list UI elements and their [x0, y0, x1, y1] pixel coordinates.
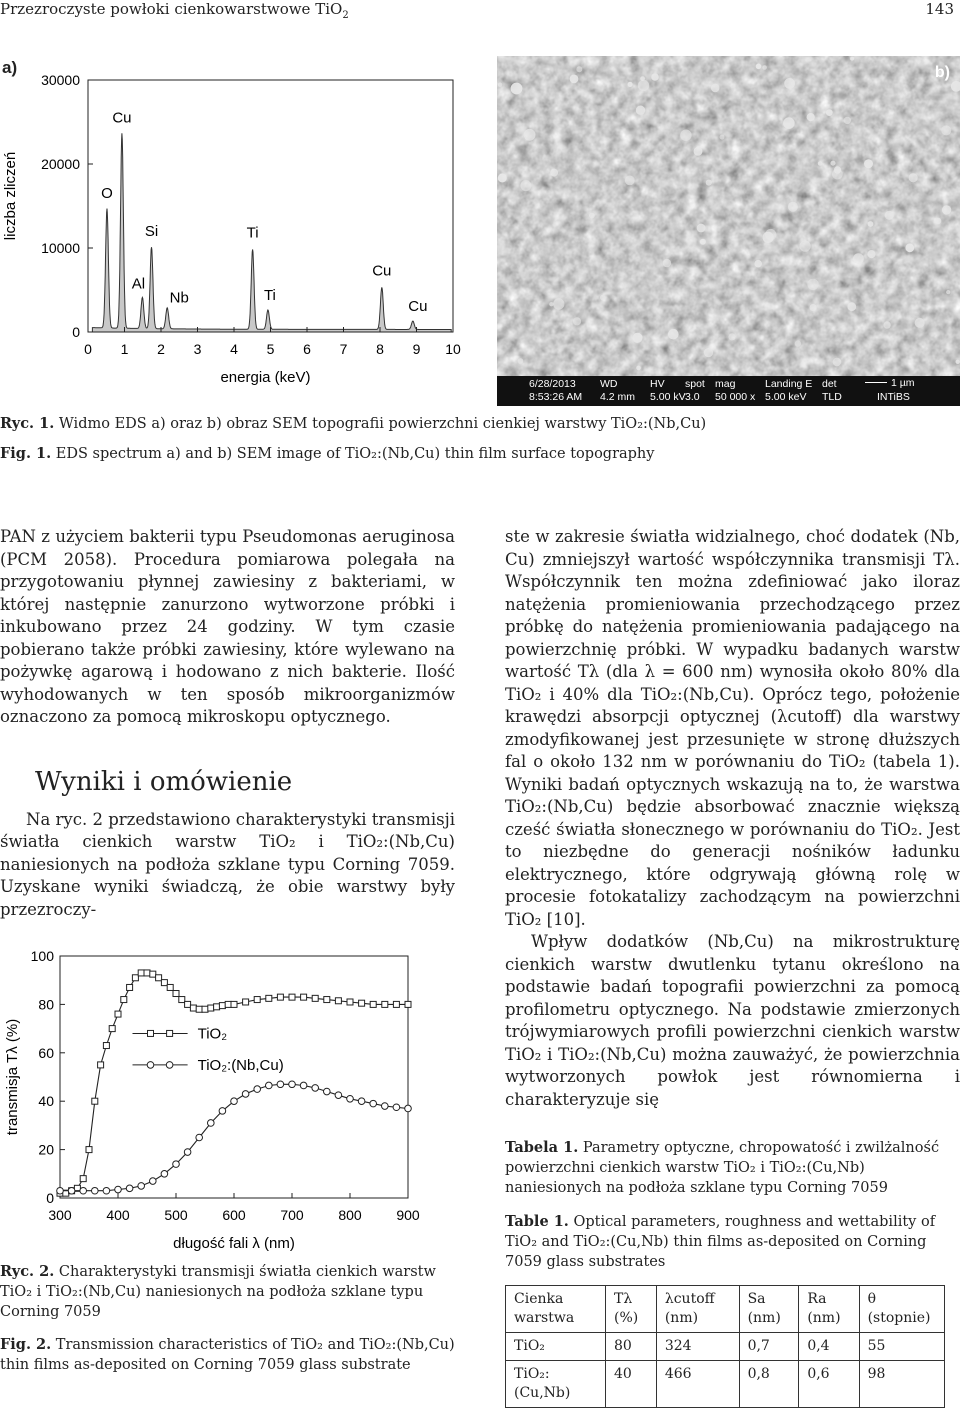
left-column	[0, 526, 455, 921]
x-tick-label: 7	[339, 341, 348, 357]
section-title: Wyniki i omówienie	[35, 766, 293, 797]
sem-grain	[946, 290, 950, 294]
sem-grain	[756, 64, 762, 70]
data-point-square	[185, 1001, 191, 1007]
table-header-cell: θ (stopnie)	[859, 1286, 944, 1333]
running-title: Przezroczyste powłoki cienkowarstwowe TiO	[0, 0, 343, 18]
table1-caption-pl-text: Parametry optyczne, chropowatość i zwilżalność powierzchni cienkich warstw TiO₂ i TiO₂:(Cu,Nb) naniesionych na podłoża szklane typu Corning 7059	[505, 1140, 940, 1196]
sem-grain	[818, 161, 823, 166]
data-point-square	[266, 995, 272, 1001]
data-point-circle	[138, 1183, 145, 1190]
table-cell: 98	[859, 1361, 944, 1408]
table-cell: 40	[606, 1361, 657, 1408]
y-tick-label: 10000	[41, 240, 80, 256]
peak-label: Ti	[246, 224, 259, 242]
data-point-circle	[184, 1149, 191, 1156]
data-point-square	[150, 971, 156, 977]
data-point-circle	[312, 1085, 319, 1092]
table1-caption-pl	[505, 1138, 960, 1198]
data-point-circle	[68, 1187, 75, 1194]
sem-grain	[763, 232, 774, 243]
sem-grain	[498, 173, 507, 182]
x-tick-label: 0	[84, 341, 92, 357]
sem-grain	[697, 224, 706, 233]
sem-grain	[706, 180, 712, 186]
sem-grain	[651, 73, 659, 81]
table-header-cell: Tλ (%)	[606, 1286, 657, 1333]
data-point-square	[103, 1043, 109, 1049]
sem-grain	[632, 333, 642, 343]
x-tick-label: 4	[230, 341, 238, 357]
sem-grain	[810, 304, 817, 311]
x-tick-label: 300	[48, 1207, 72, 1223]
table-cell: TiO₂	[506, 1333, 606, 1361]
data-point-square	[405, 1001, 411, 1007]
sem-grain	[915, 318, 925, 328]
data-point-square	[243, 999, 249, 1005]
data-point-square	[225, 1001, 231, 1007]
sem-grain	[728, 333, 735, 340]
figure2-caption-en-text: Transmission characteristics of TiO₂ and TiO₂:(Nb,Cu) thin films as-deposited on Corning 7059 glass substrate	[0, 1337, 455, 1373]
data-point-square	[277, 994, 283, 1000]
running-header	[0, 0, 349, 21]
sem-grain	[694, 147, 703, 156]
peak-label: Nb	[169, 289, 189, 307]
x-tick-label: 500	[164, 1207, 188, 1223]
sem-grain	[576, 66, 582, 72]
table1-caption-pl-lead: Tabela 1.	[505, 1139, 579, 1156]
y-axis-label: liczba zliczeń	[2, 151, 19, 241]
x-tick-label: 1	[120, 341, 129, 357]
legend-label: TiO₂	[197, 1025, 228, 1043]
data-point-circle	[266, 1082, 273, 1089]
sem-spot: 3.0	[685, 391, 700, 403]
sem-grain	[549, 302, 553, 306]
data-point-circle	[370, 1100, 377, 1107]
data-point-square	[132, 975, 138, 981]
x-tick-label: 400	[106, 1207, 130, 1223]
data-point-square	[231, 1001, 237, 1007]
sem-grain	[511, 83, 523, 95]
sem-grain	[935, 218, 941, 224]
sem-grain	[524, 129, 536, 141]
sem-date: 6/28/2013	[529, 378, 576, 390]
sem-wd: 4.2 mm	[600, 391, 636, 403]
sem-grain	[700, 239, 706, 245]
data-point-square	[382, 1001, 388, 1007]
table1-caption-en-text: Optical parameters, roughness and wettability of TiO₂ and TiO₂:(Cu,Nb) thin films as-deposited on Corning 7059 glass substrates	[505, 1214, 936, 1270]
data-point-square	[115, 1011, 121, 1017]
data-point-square	[190, 1005, 196, 1011]
table1-caption-en	[505, 1212, 960, 1272]
data-point-square	[173, 991, 179, 997]
data-point-square	[324, 997, 330, 1003]
transmission-chart	[0, 940, 440, 1260]
sem-grain	[905, 243, 914, 252]
sem-grain	[799, 240, 810, 251]
panel-label-a: a)	[2, 58, 18, 77]
data-point-square	[254, 997, 260, 1003]
data-point-circle	[208, 1120, 215, 1127]
data-point-square	[301, 994, 307, 1000]
sem-grain	[833, 358, 842, 367]
sem-spot-label: spot	[685, 378, 705, 390]
data-point-circle	[324, 1088, 331, 1095]
figure2-caption-en-lead: Fig. 2.	[0, 1336, 52, 1353]
sem-grain	[784, 78, 795, 89]
sem-grain	[826, 109, 833, 116]
sem-grain	[711, 84, 720, 93]
right-column	[505, 526, 960, 1111]
sem-grain	[868, 221, 874, 227]
data-point-square	[335, 998, 341, 1004]
sem-grain	[518, 358, 524, 364]
figure2-caption-pl-text: Charakterystyki transmisji światła cienkich warstw TiO₂ i TiO₂:(Nb,Cu) naniesionych na podłoża szklane typu Corning 7059	[0, 1264, 436, 1320]
table-header-cell: λcutoff (nm)	[656, 1286, 739, 1333]
data-point-circle	[115, 1186, 122, 1193]
sem-grain	[956, 360, 960, 364]
data-point-circle	[300, 1082, 307, 1089]
x-tick-label: 600	[222, 1207, 246, 1223]
sem-grain	[783, 117, 795, 129]
sem-grain	[909, 173, 918, 182]
sem-grain	[883, 321, 890, 328]
table-header-cell: Sa (nm)	[739, 1286, 799, 1333]
x-tick-label: 9	[412, 341, 421, 357]
sem-grain	[628, 82, 633, 87]
y-tick-label: 40	[38, 1093, 54, 1110]
table1-caption-en-lead: Table 1.	[505, 1213, 569, 1230]
sem-grain	[885, 211, 894, 220]
peak-label: Cu	[408, 298, 428, 316]
data-point-square	[92, 1098, 98, 1104]
panel-label-b: b)	[934, 64, 950, 81]
data-point-circle	[289, 1081, 296, 1088]
sem-hv-label: HV	[650, 378, 665, 390]
figure1-caption-en	[0, 444, 960, 464]
sem-grain	[668, 329, 679, 340]
data-point-square	[161, 980, 167, 986]
sem-info-bar	[497, 376, 960, 406]
sem-det-label: det	[822, 378, 837, 390]
peak-label: Cu	[372, 262, 392, 280]
sem-grain	[550, 169, 558, 177]
data-point-square	[214, 1004, 220, 1010]
sem-hv: 5.00 kV	[650, 391, 686, 403]
data-point-square	[393, 1001, 399, 1007]
sem-grain	[864, 159, 873, 168]
legend-marker	[166, 1062, 173, 1069]
sem-grain	[867, 250, 875, 258]
x-tick-label: 6	[303, 341, 311, 357]
sem-grain	[680, 130, 691, 141]
sem-grain	[638, 80, 649, 91]
x-axis-label: energia (keV)	[220, 369, 311, 386]
data-point-circle	[161, 1171, 168, 1178]
data-point-circle	[196, 1134, 203, 1141]
sem-grain	[853, 253, 864, 264]
data-point-circle	[382, 1103, 389, 1110]
data-point-circle	[173, 1161, 180, 1168]
sem-grain	[570, 75, 579, 84]
data-point-square	[127, 984, 133, 990]
left-paragraph-2: Na ryc. 2 przedstawiono charakterystyki transmisji światła cienkich warstw TiO₂ i TiO₂:(Nb,Cu) naniesionych na podłoża szklane typu Corning 7059. Uzyskane wyniki świadczą, że obie warstwy były przezroczy-	[0, 809, 455, 919]
sem-scale: 1 µm	[891, 377, 915, 389]
data-point-square	[144, 970, 150, 976]
sem-grain	[589, 213, 595, 219]
data-point-square	[359, 1000, 365, 1006]
data-point-circle	[80, 1187, 87, 1194]
sem-grain	[754, 260, 762, 268]
sem-grain	[720, 135, 725, 140]
sem-landing-label: Landing E	[765, 378, 813, 390]
sem-grain	[762, 65, 767, 70]
x-tick-label: 2	[157, 341, 165, 357]
sem-grain	[830, 161, 835, 166]
right-paragraph-2: Wpływ dodatków (Nb,Cu) na mikrostrukturę cienkich warstw dwutlenku tytanu określono na podstawie badań topografii powierzchni za pomocą profilometru optycznego. Na podstawie zmierzonych trójwymiarowych profili powierzchni cienkich warstw TiO₂ i TiO₂:(Nb,Cu) można zauważyć, że powierzchnia wytworzonych powłok jest równomierna i charakteryzuje się	[505, 932, 960, 1109]
sem-grain	[625, 176, 635, 186]
right-paragraph-1: ste w zakresie światła widzialnego, choć dodatek (Nb, Cu) zmniejszył wartość współczynnika transmisji Tλ. Współczynnik ten można zdefiniować jako iloraz natężenia promieniowania przechodzącego przez próbkę do natężenia promieniowania padającego na powierzchnię próbki. W wypadku badanych warstw wartość Tλ (dla λ = 600 nm) wynosiła około 80% dla TiO₂ i 40% dla TiO₂:(Nb,Cu). Oprócz tego, położenie krawędzi absorpcji optycznej (λcutoff) dla warstwy zmodyfikowanej jest przesunięte w stronę dłuższych fal o około 132 nm w porównaniu do TiO₂ (tabela 1). Wyniki badań optycznych wskazują na to, że warstwa TiO₂:(Nb,Cu) będzie absorbować znacznie większą cześć światła słonecznego w porównaniu do TiO₂. Jest to niezbędne do generacji nośników ładunku elektrycznego, które odgrywają główną rolę w procesie fotokatalizy zachodzącym na powierzchni TiO₂ [10].	[505, 527, 960, 929]
data-point-circle	[219, 1108, 226, 1115]
data-point-circle	[405, 1105, 412, 1112]
data-point-square	[208, 1005, 214, 1011]
data-point-circle	[126, 1185, 133, 1192]
legend-marker	[148, 1030, 154, 1036]
table-header-cell: Ra (nm)	[799, 1286, 859, 1333]
table-cell: 55	[859, 1333, 944, 1361]
sem-grain	[942, 205, 951, 214]
y-tick-label: 60	[38, 1044, 54, 1061]
data-point-circle	[231, 1098, 238, 1105]
data-point-circle	[277, 1081, 284, 1088]
y-axis-label: transmisja Tλ (%)	[4, 1018, 21, 1136]
table-cell: 0,4	[799, 1333, 859, 1361]
sem-grain	[520, 180, 531, 191]
data-point-circle	[347, 1095, 354, 1102]
data-point-square	[196, 1006, 202, 1012]
y-tick-label: 0	[46, 1190, 54, 1206]
scale-bar	[865, 382, 887, 383]
sem-grain	[600, 295, 606, 301]
table-cell: 0,7	[739, 1333, 799, 1361]
sem-det: TLD	[822, 391, 842, 403]
x-tick-label: 5	[266, 341, 275, 357]
sem-grain	[807, 279, 818, 290]
table-cell: 80	[606, 1333, 657, 1361]
sem-grain	[704, 348, 713, 357]
sem-grain	[795, 340, 801, 346]
data-point-square	[167, 984, 173, 990]
data-point-square	[289, 994, 295, 1000]
sem-grain	[636, 106, 645, 115]
data-point-square	[98, 1062, 104, 1068]
sem-grain	[553, 298, 564, 309]
data-point-square	[121, 997, 127, 1003]
page-number: 143	[925, 0, 954, 18]
figure2-caption-pl-lead: Ryc. 2.	[0, 1263, 55, 1280]
x-tick-label: 10	[445, 341, 461, 357]
figure1-caption-pl-lead: Ryc. 1.	[0, 415, 55, 432]
table-cell: 0,6	[799, 1361, 859, 1408]
peak-label: Cu	[112, 109, 132, 127]
data-point-square	[347, 999, 353, 1005]
running-title-sub: 2	[342, 10, 349, 21]
figure1-caption-pl	[0, 414, 960, 434]
sem-grain	[807, 113, 815, 121]
data-point-square	[312, 995, 318, 1001]
data-point-circle	[393, 1104, 400, 1111]
sem-texture	[497, 56, 960, 406]
figure1-caption-pl-text: Widmo EDS a) oraz b) obraz SEM topografii powierzchni cienkiej warstwy TiO₂:(Nb,Cu)	[58, 416, 707, 432]
data-point-square	[156, 975, 162, 981]
data-point-circle	[254, 1086, 261, 1093]
data-point-square	[80, 1176, 86, 1182]
sem-grain	[498, 83, 502, 87]
figure2-caption-en	[0, 1335, 455, 1375]
peak-label: Ti	[263, 287, 276, 305]
sem-wd-label: WD	[600, 378, 618, 390]
sem-grain	[941, 125, 951, 135]
x-tick-label: 900	[396, 1207, 420, 1223]
sem-grain	[640, 76, 645, 81]
legend-label: TiO₂:(Nb,Cu)	[197, 1056, 284, 1074]
figure1-caption-en-text: EDS spectrum a) and b) SEM image of TiO₂:(Nb,Cu) thin film surface topography	[55, 446, 655, 462]
sem-grain	[844, 117, 851, 124]
sem-grain	[834, 166, 841, 173]
data-point-square	[179, 997, 185, 1003]
data-point-square	[202, 1006, 208, 1012]
legend-marker	[147, 1062, 154, 1069]
sem-grain	[847, 302, 856, 311]
table-cell: 324	[656, 1333, 739, 1361]
table-cell: 466	[656, 1361, 739, 1408]
sem-grain	[636, 366, 641, 371]
sem-grain	[850, 57, 854, 61]
sem-mag: 50 000 x	[715, 391, 756, 403]
peak-label: O	[101, 185, 113, 203]
data-point-circle	[57, 1187, 64, 1194]
x-tick-label: 3	[193, 341, 202, 357]
x-tick-label: 700	[280, 1207, 304, 1223]
data-point-circle	[335, 1092, 342, 1099]
sem-grain	[663, 259, 671, 267]
data-point-square	[370, 1001, 376, 1007]
sem-grain	[788, 202, 798, 212]
figure1-caption-en-lead: Fig. 1.	[0, 445, 52, 462]
eds-spectrum-chart	[0, 70, 490, 400]
figure2-caption-pl	[0, 1262, 455, 1322]
y-tick-label: 30000	[41, 72, 80, 88]
y-tick-label: 20000	[41, 156, 80, 172]
sem-grain	[573, 317, 581, 325]
data-point-square	[109, 1026, 115, 1032]
data-point-circle	[242, 1091, 249, 1098]
legend-marker	[167, 1030, 173, 1036]
table-cell: 0,8	[739, 1361, 799, 1408]
data-point-square	[86, 1147, 92, 1153]
sem-landing: 5.00 keV	[765, 391, 807, 403]
data-point-circle	[150, 1178, 157, 1185]
data-point-circle	[358, 1098, 365, 1105]
peak-label: Al	[131, 275, 146, 293]
table1	[505, 1285, 945, 1408]
left-paragraph-1: PAN z użyciem bakterii typu Pseudomonas aeruginosa (PCM 2058). Procedura pomiarowa polegała na przygotowaniu płynnej zawiesiny z bakteriami, w której następnie zanurzono wytworzone próbki i inkubowano przez 24 godziny. W tym czasie pobierano także próbki zawiesiny, które wylewano na pożywkę agarową i hodowano z nich bakterie. Ilość wyhodowanych w ten sposób mikroorganizmów oznaczono za pomocą mikroskopu optycznego.	[0, 527, 455, 726]
table-cell: TiO₂:(Cu,Nb)	[506, 1361, 606, 1408]
sem-image	[497, 56, 960, 406]
data-point-circle	[103, 1187, 110, 1194]
y-tick-label: 20	[38, 1141, 54, 1158]
x-tick-label: 8	[376, 341, 384, 357]
sem-time: 8:53:26 AM	[529, 391, 583, 403]
x-tick-label: 800	[338, 1207, 362, 1223]
data-point-square	[138, 970, 144, 976]
x-axis-label: długość fali λ (nm)	[173, 1235, 295, 1252]
sem-mag-label: mag	[715, 378, 736, 390]
peak-label: Si	[144, 223, 159, 240]
data-point-circle	[92, 1187, 99, 1194]
table-row	[506, 1333, 945, 1361]
table-row	[506, 1361, 945, 1408]
transmission-plot-frame	[60, 956, 408, 1198]
sem-inst: INTiBS	[877, 391, 910, 403]
data-point-square	[219, 1003, 225, 1009]
y-tick-label: 0	[72, 324, 80, 340]
table-header-cell: Cienka warstwa	[506, 1286, 606, 1333]
y-tick-label: 100	[30, 948, 54, 964]
y-tick-label: 80	[38, 996, 54, 1013]
table-header-row	[506, 1286, 945, 1333]
